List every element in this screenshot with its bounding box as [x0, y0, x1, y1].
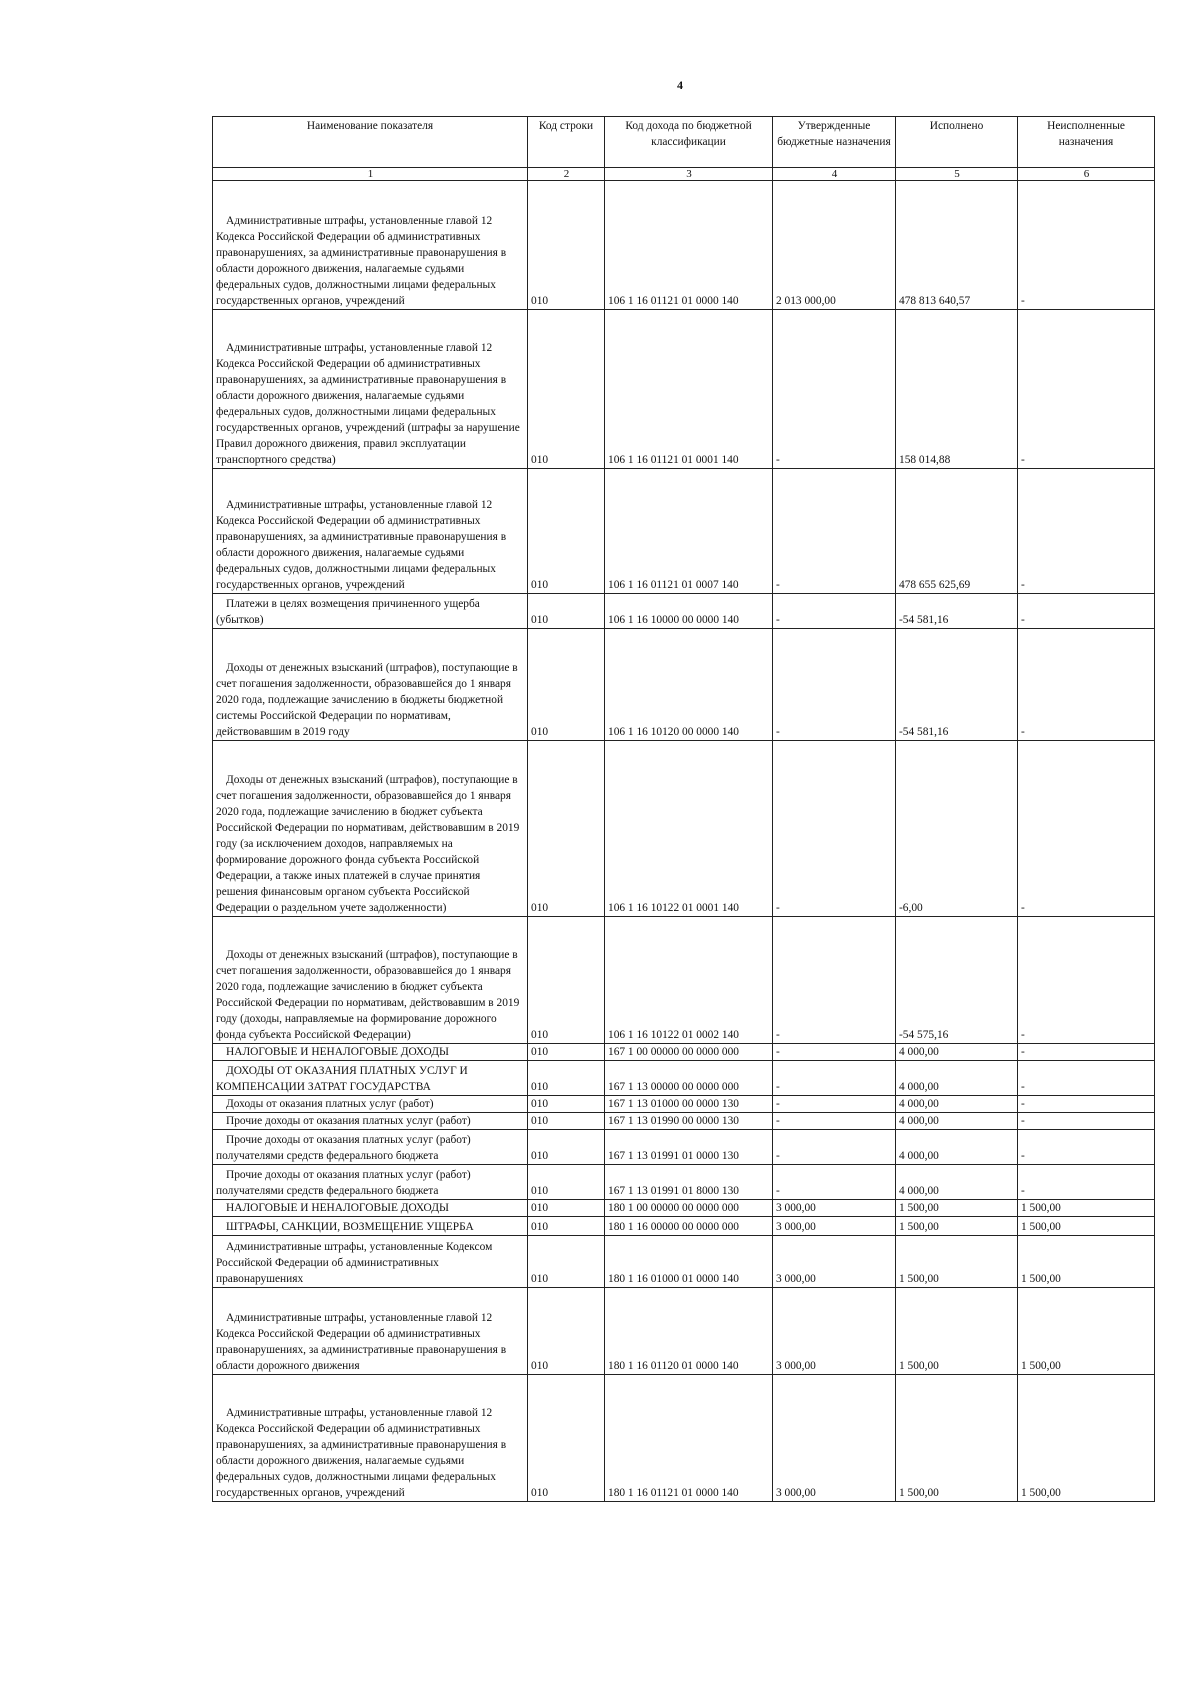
row-income-code: 180 1 16 00000 00 0000 000 [605, 1217, 773, 1236]
column-number: 4 [773, 168, 896, 181]
row-income-code: 180 1 00 00000 00 0000 000 [605, 1200, 773, 1217]
row-unexecuted: - [1018, 1130, 1155, 1165]
row-name: Административные штрафы, установленные главой 12 Кодекса Российской Федерации об административных правонарушениях, за административные правонарушения в области дорожного движения [213, 1288, 528, 1375]
row-name: НАЛОГОВЫЕ И НЕНАЛОГОВЫЕ ДОХОДЫ [213, 1044, 528, 1061]
row-line-code: 010 [528, 1113, 605, 1130]
row-income-code: 167 1 13 00000 00 0000 000 [605, 1061, 773, 1096]
table-row [213, 310, 1155, 469]
table-row [213, 594, 1155, 629]
row-line-code: 010 [528, 1236, 605, 1288]
row-executed: -6,00 [896, 741, 1018, 917]
row-unexecuted: - [1018, 1061, 1155, 1096]
income-table [212, 116, 1155, 1502]
row-unexecuted: - [1018, 629, 1155, 741]
row-income-code: 106 1 16 10000 00 0000 140 [605, 594, 773, 629]
row-unexecuted: 1 500,00 [1018, 1288, 1155, 1375]
row-executed: 4 000,00 [896, 1165, 1018, 1200]
row-line-code: 010 [528, 1375, 605, 1502]
row-approved: - [773, 1096, 896, 1113]
row-name: Платежи в целях возмещения причиненного ущерба (убытков) [213, 594, 528, 629]
row-income-code: 106 1 16 01121 01 0001 140 [605, 310, 773, 469]
column-number: 1 [213, 168, 528, 181]
row-income-code: 106 1 16 01121 01 0000 140 [605, 181, 773, 310]
row-name: Прочие доходы от оказания платных услуг (работ) получателями средств федерального бюджета [213, 1130, 528, 1165]
table-row [213, 917, 1155, 1044]
table-row [213, 1044, 1155, 1061]
table-row [213, 1200, 1155, 1217]
row-approved: 3 000,00 [773, 1217, 896, 1236]
row-executed: 478 655 625,69 [896, 469, 1018, 594]
row-approved: - [773, 469, 896, 594]
row-approved: - [773, 1113, 896, 1130]
table-row [213, 629, 1155, 741]
table-row [213, 1236, 1155, 1288]
row-name: Доходы от оказания платных услуг (работ) [213, 1096, 528, 1113]
row-unexecuted: - [1018, 1165, 1155, 1200]
row-line-code: 010 [528, 1044, 605, 1061]
row-income-code: 167 1 00 00000 00 0000 000 [605, 1044, 773, 1061]
row-executed: 4 000,00 [896, 1113, 1018, 1130]
row-income-code: 106 1 16 10122 01 0001 140 [605, 741, 773, 917]
row-approved: - [773, 1165, 896, 1200]
row-unexecuted: - [1018, 1096, 1155, 1113]
row-unexecuted: - [1018, 469, 1155, 594]
row-line-code: 010 [528, 1061, 605, 1096]
row-unexecuted: 1 500,00 [1018, 1236, 1155, 1288]
row-unexecuted: - [1018, 1113, 1155, 1130]
row-name: Административные штрафы, установленные Кодексом Российской Федерации об административных правонарушениях [213, 1236, 528, 1288]
row-name: Административные штрафы, установленные главой 12 Кодекса Российской Федерации об административных правонарушениях, за административные правонарушения в области дорожного движения, налагаемые судьями федеральных судов, должностными лицами федеральных государственных органов, учреждений [213, 1375, 528, 1502]
row-executed: 1 500,00 [896, 1375, 1018, 1502]
column-number: 2 [528, 168, 605, 181]
row-executed: -54 581,16 [896, 629, 1018, 741]
row-executed: 4 000,00 [896, 1096, 1018, 1113]
row-approved: - [773, 310, 896, 469]
row-unexecuted: - [1018, 310, 1155, 469]
row-executed: 1 500,00 [896, 1217, 1018, 1236]
row-line-code: 010 [528, 1200, 605, 1217]
row-income-code: 167 1 13 01990 00 0000 130 [605, 1113, 773, 1130]
row-executed: 1 500,00 [896, 1236, 1018, 1288]
header-income-code: Код дохода по бюджетной классификации [605, 117, 773, 168]
row-approved: - [773, 741, 896, 917]
table-row [213, 1113, 1155, 1130]
row-approved: - [773, 1061, 896, 1096]
row-executed: 4 000,00 [896, 1061, 1018, 1096]
row-name: Административные штрафы, установленные главой 12 Кодекса Российской Федерации об административных правонарушениях, за административные правонарушения в области дорожного движения, налагаемые судьями федеральных судов, должностными лицами федеральных государственных органов, учреждений [213, 469, 528, 594]
column-number: 3 [605, 168, 773, 181]
row-unexecuted: 1 500,00 [1018, 1375, 1155, 1502]
column-number: 5 [896, 168, 1018, 181]
row-name: ШТРАФЫ, САНКЦИИ, ВОЗМЕЩЕНИЕ УЩЕРБА [213, 1217, 528, 1236]
row-line-code: 010 [528, 1217, 605, 1236]
table-row [213, 1130, 1155, 1165]
row-unexecuted: - [1018, 181, 1155, 310]
row-approved: 3 000,00 [773, 1200, 896, 1217]
table-row [213, 469, 1155, 594]
row-line-code: 010 [528, 1130, 605, 1165]
table-row [213, 741, 1155, 917]
table-row [213, 1096, 1155, 1113]
row-income-code: 180 1 16 01121 01 0000 140 [605, 1375, 773, 1502]
row-unexecuted: - [1018, 594, 1155, 629]
row-unexecuted: 1 500,00 [1018, 1217, 1155, 1236]
row-name: Прочие доходы от оказания платных услуг (работ) [213, 1113, 528, 1130]
row-executed: 158 014,88 [896, 310, 1018, 469]
row-name: ДОХОДЫ ОТ ОКАЗАНИЯ ПЛАТНЫХ УСЛУГ И КОМПЕНСАЦИИ ЗАТРАТ ГОСУДАРСТВА [213, 1061, 528, 1096]
row-income-code: 167 1 13 01991 01 0000 130 [605, 1130, 773, 1165]
row-approved: - [773, 629, 896, 741]
header-unexecuted: Неисполненные назначения [1018, 117, 1155, 168]
row-unexecuted: 1 500,00 [1018, 1200, 1155, 1217]
table-row [213, 181, 1155, 310]
row-name: Доходы от денежных взысканий (штрафов), поступающие в счет погашения задолженности, образовавшейся до 1 января 2020 года, подлежащие зачислению в бюджеты бюджетной системы Российской Федерации по нормативам, действовавшим в 2019 году [213, 629, 528, 741]
row-line-code: 010 [528, 181, 605, 310]
row-executed: -54 575,16 [896, 917, 1018, 1044]
table-header-row [213, 117, 1155, 168]
row-income-code: 180 1 16 01120 01 0000 140 [605, 1288, 773, 1375]
row-line-code: 010 [528, 1288, 605, 1375]
column-numbers-row [213, 168, 1155, 181]
row-executed: 1 500,00 [896, 1200, 1018, 1217]
row-income-code: 180 1 16 01000 01 0000 140 [605, 1236, 773, 1288]
row-income-code: 106 1 16 10120 00 0000 140 [605, 629, 773, 741]
row-approved: - [773, 594, 896, 629]
row-executed: -54 581,16 [896, 594, 1018, 629]
row-line-code: 010 [528, 917, 605, 1044]
table-row [213, 1375, 1155, 1502]
header-approved: Утвержденные бюджетные назначения [773, 117, 896, 168]
column-number: 6 [1018, 168, 1155, 181]
row-line-code: 010 [528, 469, 605, 594]
row-name: Доходы от денежных взысканий (штрафов), поступающие в счет погашения задолженности, образовавшейся до 1 января 2020 года, подлежащие зачислению в бюджет субъекта Российской Федерации по нормативам, действовавшим в 2019 году (доходы, направляемые на формирование дорожного фонда субъекта Российской Федерации) [213, 917, 528, 1044]
table-row [213, 1061, 1155, 1096]
row-name: Прочие доходы от оказания платных услуг (работ) получателями средств федерального бюджета [213, 1165, 528, 1200]
row-income-code: 106 1 16 10122 01 0002 140 [605, 917, 773, 1044]
page-number: 4 [677, 78, 683, 92]
row-executed: 4 000,00 [896, 1044, 1018, 1061]
row-line-code: 010 [528, 594, 605, 629]
row-unexecuted: - [1018, 741, 1155, 917]
table-row [213, 1217, 1155, 1236]
row-line-code: 010 [528, 741, 605, 917]
row-name: Административные штрафы, установленные главой 12 Кодекса Российской Федерации об административных правонарушениях, за административные правонарушения в области дорожного движения, налагаемые судьями федеральных судов, должностными лицами федеральных государственных органов, учреждений [213, 181, 528, 310]
row-line-code: 010 [528, 629, 605, 741]
row-approved: 2 013 000,00 [773, 181, 896, 310]
row-line-code: 010 [528, 1165, 605, 1200]
row-unexecuted: - [1018, 917, 1155, 1044]
row-executed: 4 000,00 [896, 1130, 1018, 1165]
row-approved: - [773, 1044, 896, 1061]
row-name: Административные штрафы, установленные главой 12 Кодекса Российской Федерации об административных правонарушениях, за административные правонарушения в области дорожного движения, налагаемые судьями федеральных судов, должностными лицами федеральных государственных органов, учреждений (штрафы за нарушение Правил дорожного движения, правил эксплуатации транспортного средства) [213, 310, 528, 469]
header-line-code: Код строки [528, 117, 605, 168]
table-row [213, 1165, 1155, 1200]
row-approved: - [773, 1130, 896, 1165]
row-approved: - [773, 917, 896, 1044]
table-row [213, 1288, 1155, 1375]
row-name: Доходы от денежных взысканий (штрафов), поступающие в счет погашения задолженности, образовавшейся до 1 января 2020 года, подлежащие зачислению в бюджет субъекта Российской Федерации по нормативам, действовавшим в 2019 году (за исключением доходов, направляемых на формирование дорожного фонда субъекта Российской Федерации, а также иных платежей в случае принятия решения финансовым органом субъекта Российской Федерации о раздельном учете задолженности) [213, 741, 528, 917]
row-income-code: 167 1 13 01991 01 8000 130 [605, 1165, 773, 1200]
row-executed: 1 500,00 [896, 1288, 1018, 1375]
row-approved: 3 000,00 [773, 1288, 896, 1375]
row-executed: 478 813 640,57 [896, 181, 1018, 310]
row-line-code: 010 [528, 1096, 605, 1113]
row-approved: 3 000,00 [773, 1236, 896, 1288]
row-unexecuted: - [1018, 1044, 1155, 1061]
header-executed: Исполнено [896, 117, 1018, 168]
header-indicator-name: Наименование показателя [213, 117, 528, 168]
row-income-code: 167 1 13 01000 00 0000 130 [605, 1096, 773, 1113]
row-approved: 3 000,00 [773, 1375, 896, 1502]
row-income-code: 106 1 16 01121 01 0007 140 [605, 469, 773, 594]
row-name: НАЛОГОВЫЕ И НЕНАЛОГОВЫЕ ДОХОДЫ [213, 1200, 528, 1217]
row-line-code: 010 [528, 310, 605, 469]
